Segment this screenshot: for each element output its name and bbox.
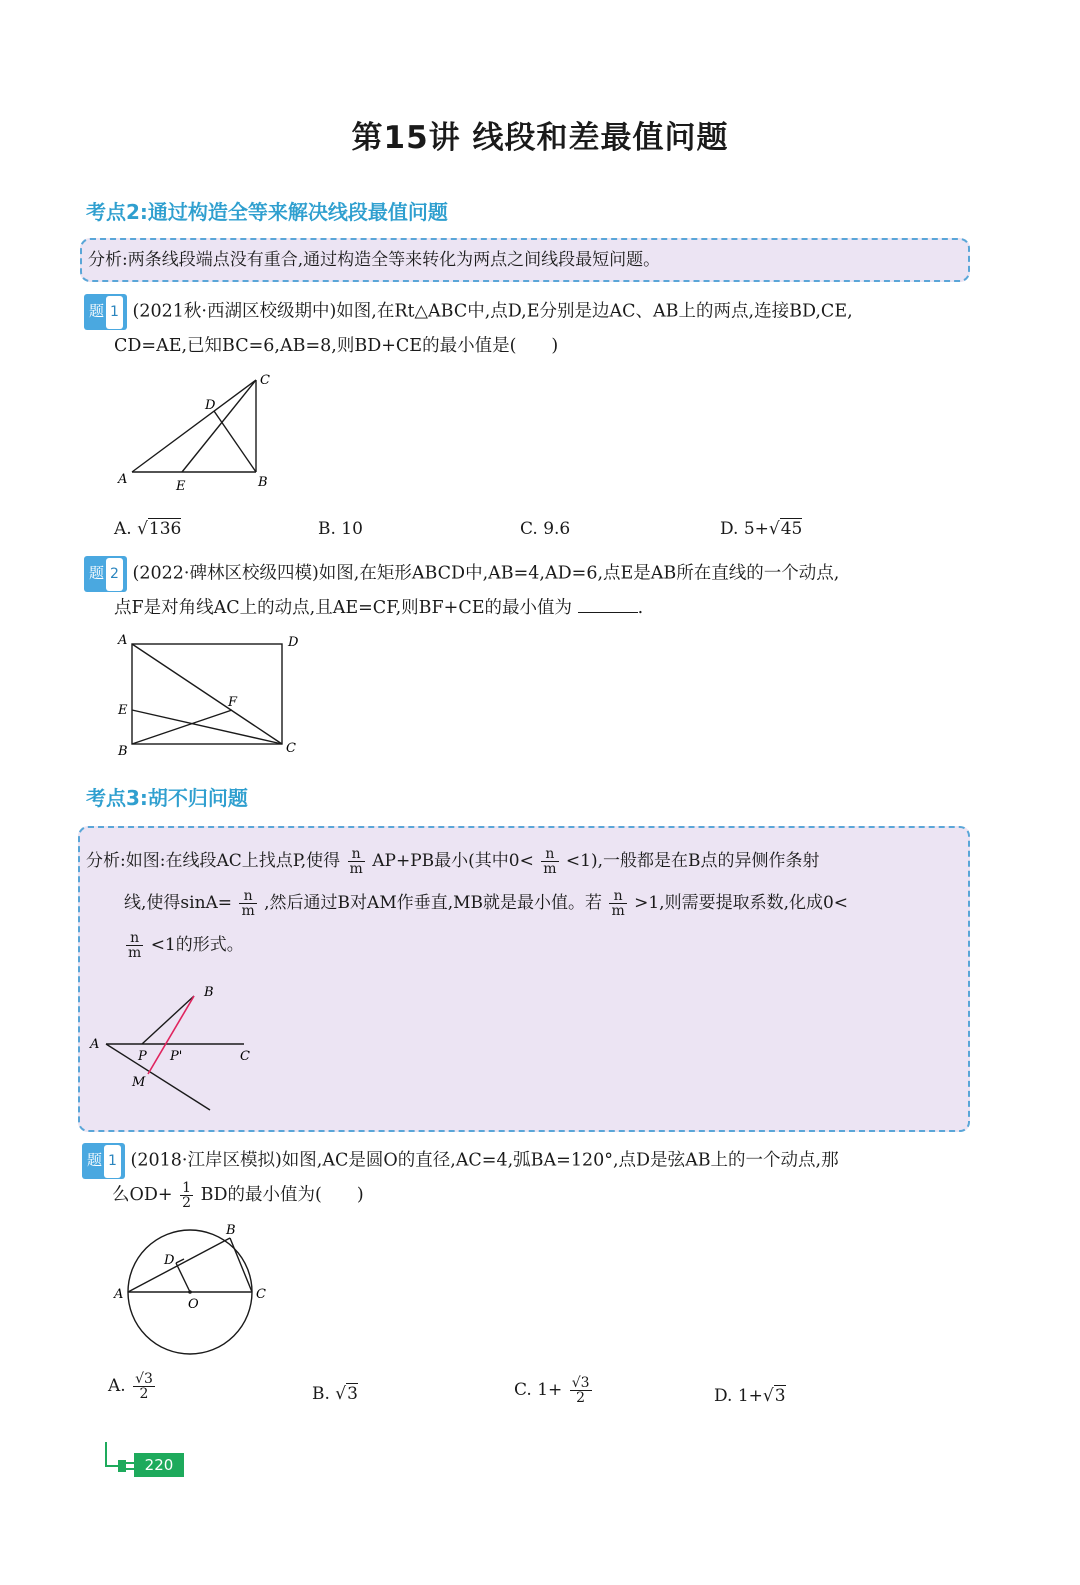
label-a: A (90, 1037, 100, 1052)
segment-od (176, 1263, 190, 1292)
section-heading-kaodian-2: 考点2:通过构造全等来解决线段最值问题 (86, 200, 448, 224)
label-c: C (260, 373, 270, 388)
question-2-line2: 点F是对角线AC上的动点,且AE=CF,则BF+CE的最小值为 . (114, 598, 644, 618)
label-m: M (132, 1075, 146, 1090)
option-d: D. 1+√3 (714, 1386, 786, 1406)
label-p: P (138, 1049, 147, 1064)
analysis-box-1 (80, 238, 970, 282)
figure-right-triangle (110, 366, 290, 496)
label-b: B (226, 1223, 236, 1238)
question-3-line1: (2018·江岸区模拟)如图,AC是圆O的直径,AC=4,弧BA=120°,点D是弦AB上的一个动点,那 (130, 1150, 839, 1171)
question-2 (84, 556, 984, 625)
chord-bc (230, 1238, 252, 1292)
segment-pb (142, 996, 194, 1044)
question-1-line2: CD=AE,已知BC=6,AB=8,则BD+CE的最小值是( ) (114, 336, 559, 356)
center-point (188, 1290, 192, 1294)
fraction-n-m: $\frac{n}{m}$ (611, 888, 625, 919)
label-b: B (258, 475, 268, 490)
label-d: D (205, 398, 216, 413)
question-1-line1: (2021秋·西湖区校级期中)如图,在Rt△ABC中,点D,E分别是边AC、AB上的两点,连接BD,CE, (132, 301, 853, 322)
fraction-n-m: $\frac{n}{m}$ (349, 846, 363, 877)
segment-bd (214, 411, 256, 472)
figure-rectangle (110, 628, 320, 763)
analysis-text-2: 分析:如图:在线段AC上找点P,使得 $\frac{n}{m}$ AP+PB最小(其中0< $\frac{n}{m}$ <1),一般都是在B点的异侧作条射 线,使得sinA= $\frac{n}{m}$ ,然后通过B对AM作垂直,MB就是最小值。若 $\frac{n}{m}$ >1,则需要提取系数,化成0< $\frac{n}{m}$ <1的形式。 (86, 846, 849, 961)
figure-hubugui (86, 978, 286, 1118)
section-heading-kaodian-3: 考点3:胡不归问题 (86, 786, 248, 810)
figure-circle (106, 1220, 286, 1360)
option-d: D. 5+√45 (720, 519, 803, 539)
label-b: B (118, 744, 128, 759)
option-a: A. $\frac{√3}{2}$ (108, 1371, 153, 1402)
ray-am (106, 1044, 210, 1110)
option-c: C. 1+ $\frac{√3}{2}$ (514, 1375, 590, 1406)
label-a: A (118, 472, 128, 487)
chord-ab (128, 1238, 230, 1292)
label-c: C (286, 741, 296, 756)
diagonal-ac (132, 644, 282, 744)
label-c: C (240, 1049, 250, 1064)
segment-ac (132, 380, 256, 472)
option-c: C. 9.6 (520, 519, 571, 539)
segment-ec (132, 710, 282, 744)
page-number-badge (104, 1440, 184, 1480)
option-a: A. √136 (114, 519, 182, 539)
page-number: 220 (134, 1453, 184, 1477)
label-e: E (118, 703, 128, 718)
label-p-prime: P' (170, 1049, 183, 1064)
analysis-box-2 (78, 826, 970, 1132)
label-o: O (188, 1297, 199, 1312)
question-2-line1: (2022·碑林区校级四模)如图,在矩形ABCD中,AB=4,AD=6,点E是AB所在直线的一个动点, (132, 563, 840, 584)
page-title: 第15讲 线段和差最值问题 (351, 120, 729, 156)
label-c: C (256, 1287, 266, 1302)
label-e: E (176, 479, 186, 494)
question-badge: 题 1 (84, 294, 127, 330)
fraction-half: $\frac{1}{2}$ (182, 1180, 192, 1211)
label-f: F (228, 695, 238, 710)
question-1 (84, 294, 984, 363)
question-badge: 题 2 (84, 556, 127, 592)
option-b: B. √3 (312, 1384, 358, 1404)
question-badge: 题 1 (82, 1143, 125, 1179)
question-3 (82, 1143, 982, 1212)
analysis-text-1: 分析:两条线段端点没有重合,通过构造全等来转化为两点之间线段最短问题。 (88, 250, 661, 270)
fraction-n-m: $\frac{n}{m}$ (543, 846, 557, 877)
answer-blank (578, 612, 638, 613)
plug-icon (104, 1440, 134, 1480)
segment-bf (132, 710, 232, 744)
label-b: B (204, 985, 214, 1000)
label-d: D (288, 635, 299, 650)
label-d: D (164, 1253, 175, 1268)
option-b: B. 10 (318, 519, 363, 539)
fraction-n-m: $\frac{n}{m}$ (128, 930, 142, 961)
label-a: A (118, 633, 128, 648)
fraction-n-m: $\frac{n}{m}$ (241, 888, 255, 919)
label-a: A (114, 1287, 124, 1302)
question-3-line2: 么OD+ $\frac{1}{2}$ BD的最小值为( ) (112, 1180, 364, 1211)
